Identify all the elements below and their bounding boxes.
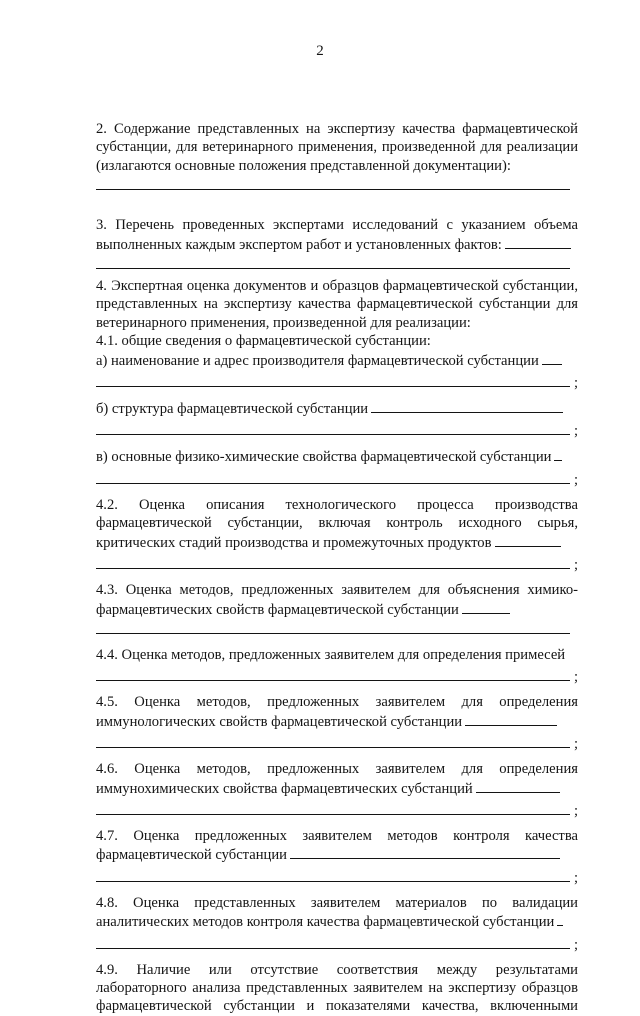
fill-line xyxy=(554,447,562,461)
section-4-5 xyxy=(96,693,578,731)
line-end-mark: ; xyxy=(573,736,578,753)
section-3 xyxy=(96,216,578,254)
section-4-1-b-text: б) структура фармацевтической субстанции xyxy=(96,401,369,418)
fill-line xyxy=(96,254,570,269)
fill-line xyxy=(96,420,578,440)
document-body xyxy=(96,120,578,1016)
section-3-text: 3. Перечень проведенных экспертами исследований с указанием объема выполненных каждым экспертом работ и установленных фактов: xyxy=(96,217,578,253)
section-4-1: 4.1. общие сведения о фармацевтической субстанции: xyxy=(96,333,431,350)
section-4-2-text: 4.2. Оценка описания технологического процесса производства фармацевтической субстанции, включая контроль исходного сырья, критических стадий производства и промежуточных продуктов xyxy=(96,496,578,551)
line-end-mark: ; xyxy=(573,936,578,953)
fill-line xyxy=(495,533,561,547)
section-4-3 xyxy=(96,581,578,619)
section-2: 2. Содержание представленных на экспертизу качества фармацевтической субстанции, для ветеринарного применения, произведенной для реализации (излагаются основные положения представленной документации): xyxy=(96,121,578,174)
line-end-mark: ; xyxy=(573,375,578,392)
section-4-7-text: 4.7. Оценка предложенных заявителем методов контроля качества фармацевтической субстанции xyxy=(96,827,578,864)
line-end-mark: ; xyxy=(573,557,578,574)
section-4-4: 4.4. Оценка методов, предложенных заявителем для определения примесей xyxy=(96,646,566,663)
section-4-5-text: 4.5. Оценка методов, предложенных заявителем для определения иммунологических свойств фармацевтической субстанции xyxy=(96,694,578,730)
fill-line xyxy=(557,912,563,926)
section-4-3-text: 4.3. Оценка методов, предложенных заявителем для объяснения химико-фармацевтических свойств фармацевтической субстанции xyxy=(96,582,578,618)
fill-line xyxy=(542,351,562,365)
fill-line xyxy=(462,600,510,614)
section-4-8 xyxy=(96,894,578,932)
line-end-mark: ; xyxy=(573,802,578,819)
fill-line xyxy=(290,845,560,859)
fill-line xyxy=(96,800,578,819)
fill-line xyxy=(96,469,578,488)
line-end-mark: ; xyxy=(573,423,578,440)
section-4-1-c xyxy=(96,447,578,466)
fill-line xyxy=(96,554,578,574)
fill-line xyxy=(96,666,578,686)
fill-line xyxy=(96,372,578,392)
page-number: 2 xyxy=(316,43,324,59)
section-4-1-a-text: а) наименование и адрес производителя фармацевтической субстанции xyxy=(96,352,539,369)
line-end-mark: ; xyxy=(573,669,578,686)
section-4-1-c-text: в) основные физико-химические свойства фармацевтической субстанции xyxy=(96,449,552,466)
fill-line xyxy=(505,235,571,249)
section-4-1-b xyxy=(96,399,578,418)
fill-line xyxy=(371,399,563,413)
line-end-mark: ; xyxy=(573,869,578,886)
section-4-6 xyxy=(96,760,578,798)
section-4-6-text: 4.6. Оценка методов, предложенных заявителем для определения иммунохимических свойства фармацевтических субстанций xyxy=(96,761,578,797)
fill-line xyxy=(476,779,560,793)
fill-line xyxy=(96,867,578,886)
fill-line xyxy=(465,712,557,726)
fill-line xyxy=(96,733,578,753)
line-end-mark: ; xyxy=(573,471,578,488)
section-4: 4. Экспертная оценка документов и образцов фармацевтической субстанции, представленных на экспертизу качества фармацевтической субстанции для ветеринарного применения, произведенной для реализации: xyxy=(96,278,578,331)
section-4-9: 4.9. Наличие или отсутствие соответствия между результатами лабораторного анализа представленных заявителем на экспертизу образцов фармацевтической субстанции и показателями качества, включенными xyxy=(96,961,578,1015)
section-4-2 xyxy=(96,496,578,552)
section-4-8-text: 4.8. Оценка представленных заявителем материалов по валидации аналитических методов контроля качества фармацевтической субстанции xyxy=(96,894,578,931)
section-4-1-a xyxy=(96,351,578,370)
fill-line xyxy=(96,619,570,634)
fill-line xyxy=(96,175,570,190)
section-4-7 xyxy=(96,827,578,865)
fill-line xyxy=(96,934,578,953)
